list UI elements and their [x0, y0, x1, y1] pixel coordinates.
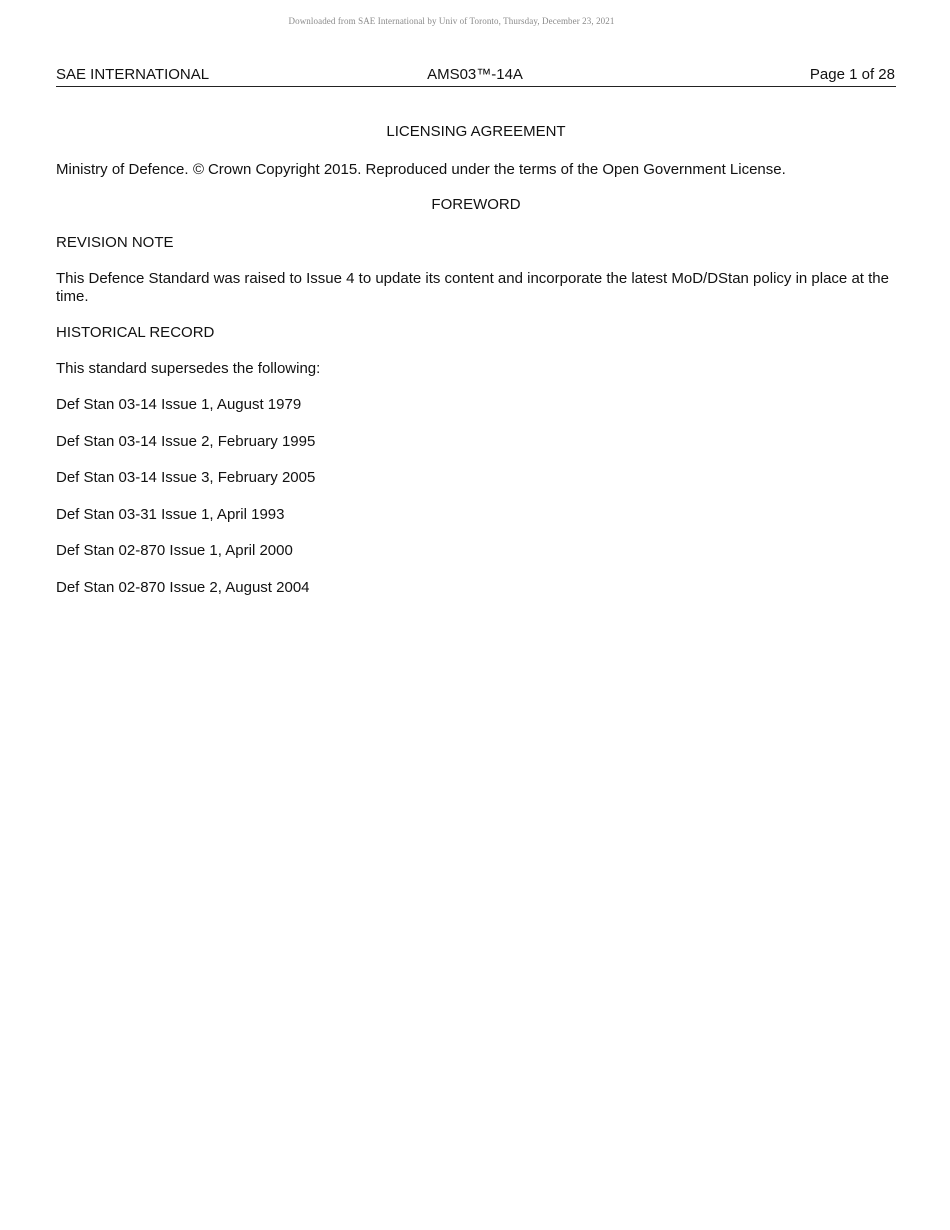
document-body — [56, 123, 896, 615]
revision-note-heading: REVISION NOTE — [56, 234, 174, 251]
licensing-agreement-heading: LICENSING AGREEMENT — [386, 123, 566, 140]
supersedes-intro: This standard supersedes the following: — [56, 360, 321, 377]
licensing-statement — [56, 161, 896, 179]
page-number: Page 1 of 28 — [809, 66, 895, 83]
list-item: Def Stan 02-870 Issue 1, April 2000 — [56, 542, 293, 559]
document-id: AMS03™-14A — [427, 66, 523, 83]
download-watermark: Downloaded from SAE International by Univ of Toronto, Thursday, December 23, 2021 — [288, 16, 615, 26]
list-item: Def Stan 03-14 Issue 1, August 1979 — [56, 396, 302, 413]
list-item: Def Stan 03-31 Issue 1, April 1993 — [56, 505, 285, 523]
licensing-text-end: Crown Copyright 2015. Reproduced under the terms of the Open Government License. — [203, 161, 786, 178]
licensing-text-start: Ministry of Defence. — [56, 161, 193, 178]
superseded-standards-list — [56, 396, 896, 597]
revision-note-text: This Defence Standard was raised to Issue 4 to update its content and incorporate the latest MoD/DStan policy in place at the time. — [56, 270, 889, 305]
page-header — [56, 66, 896, 87]
list-item: Def Stan 03-14 Issue 3, February 2005 — [56, 469, 316, 486]
copyright-symbol: © — [192, 161, 204, 178]
foreword-heading: FOREWORD — [431, 196, 521, 213]
list-item: Def Stan 02-870 Issue 2, August 2004 — [56, 578, 310, 596]
list-item: Def Stan 03-14 Issue 2, February 1995 — [56, 432, 316, 450]
historical-record-heading: HISTORICAL RECORD — [56, 324, 215, 341]
publisher-name: SAE INTERNATIONAL — [56, 66, 210, 83]
